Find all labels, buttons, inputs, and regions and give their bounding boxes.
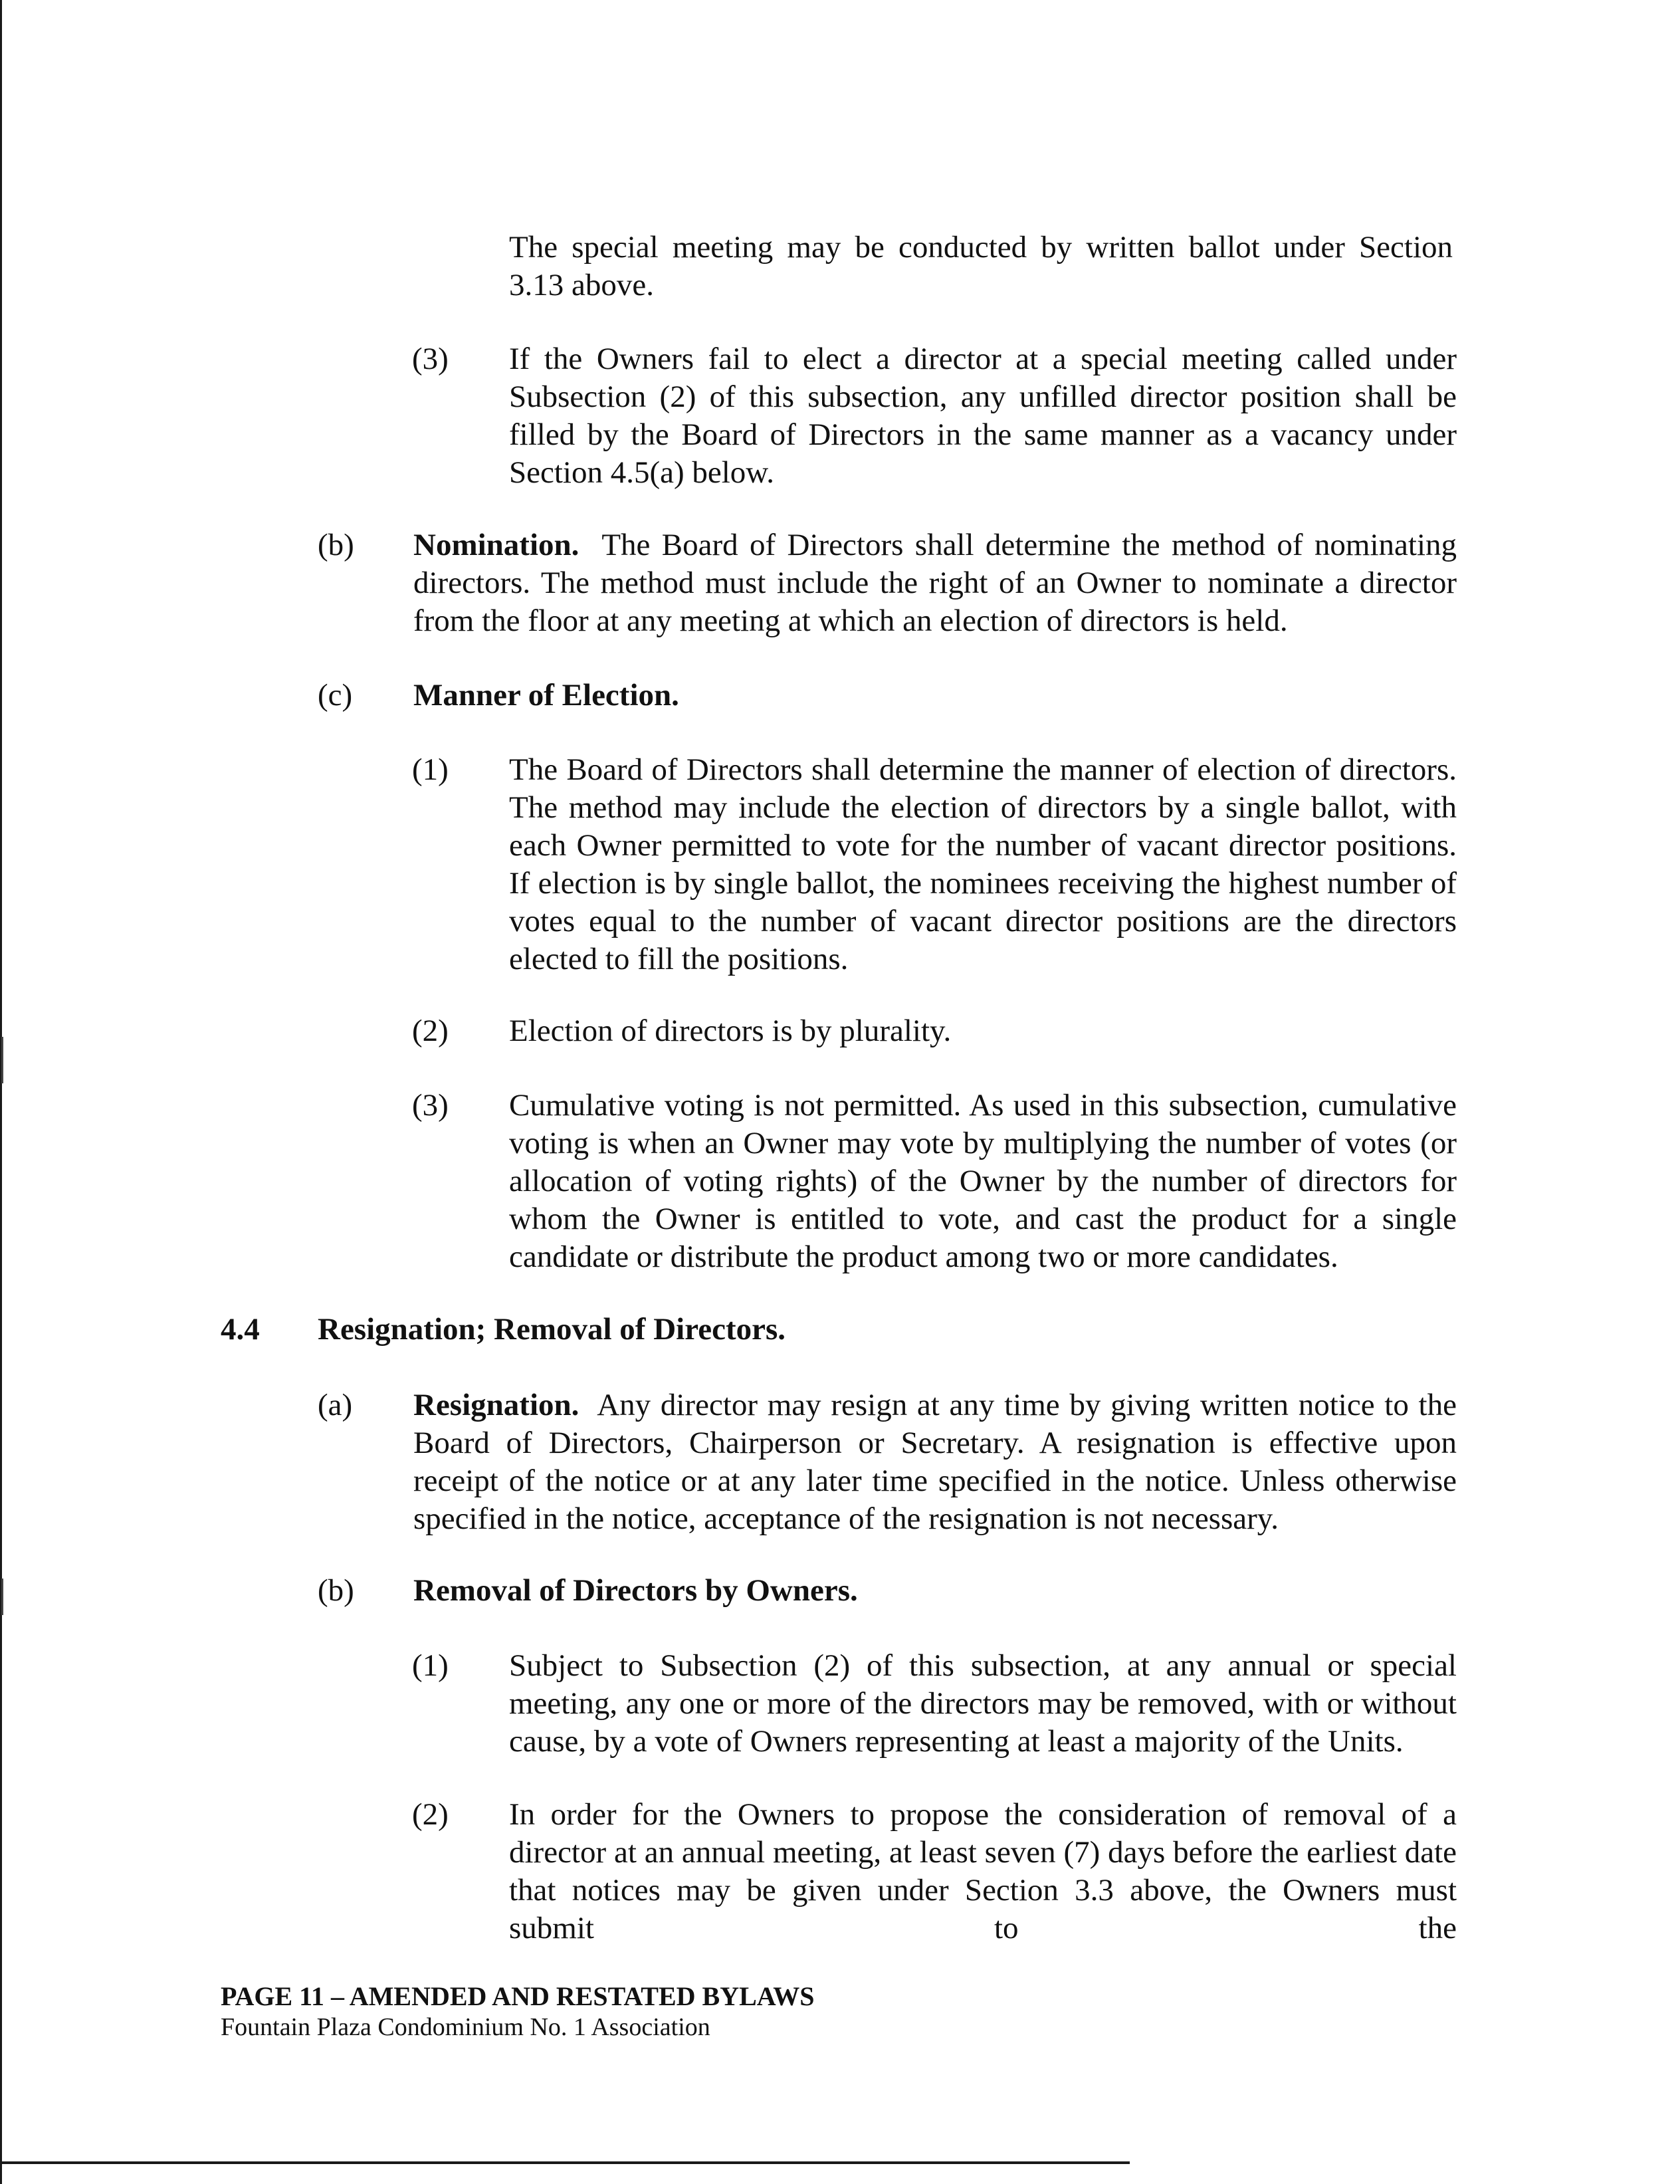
- continuation-paragraph: The special meeting may be conducted by written ballot under Section 3.13 above.: [509, 230, 1453, 302]
- resignation-text: Any director may resign at any time by giving written notice to the Board of Directors, Chairperson or Secretary. A resignation is effective upon receipt of the notice or at any later time specified in the notice. Unless otherwise specified in the notice, acceptance of the resignation is not necessary.: [413, 1388, 1457, 1536]
- nomination-text: The Board of Directors shall determine the method of nominating directors. The method must include the right of an Owner to nominate a director from the floor at any meeting at which an election of directors is held.: [413, 528, 1457, 638]
- section-number: 4.4: [221, 1312, 260, 1347]
- paragraph-c2: Election of directors is by plurality.: [509, 1014, 952, 1048]
- item-number: (3): [412, 342, 449, 376]
- item-number: (1): [412, 1648, 449, 1683]
- item-number: (b): [318, 528, 354, 562]
- item-number: (1): [412, 752, 449, 787]
- heading-manner-of-election: Manner of Election.: [413, 678, 679, 712]
- item-number: (a): [318, 1388, 353, 1422]
- heading-removal-by-owners: Removal of Directors by Owners.: [413, 1573, 858, 1608]
- scan-bottom-edge: [0, 2161, 1130, 2164]
- paragraph-b2: In order for the Owners to propose the consideration of removal of a director at an annual meeting, at least seven (7) days before the earliest date that notices may be given under Section 3.3 above, the Owners must submit to the: [509, 1797, 1457, 1945]
- paragraph-b1: Subject to Subsection (2) of this subsection, at any annual or special meeting, any one or more of the directors may be removed, with or without cause, by a vote of Owners representing at least a majority of the Units.: [509, 1648, 1457, 1759]
- paragraph-c3: Cumulative voting is not permitted. As used in this subsection, cumulative voting is when an Owner may vote by multiplying the number of votes (or allocation of voting rights) of the Owner by the number of directors for whom the Owner is entitled to vote, and cast the product for a single candidate or distribute the product among two or more candidates.: [509, 1088, 1457, 1274]
- item-number: (2): [412, 1797, 449, 1832]
- paragraph-a3: If the Owners fail to elect a director at a special meeting called under Subsection (2) of this subsection, any unfilled director position shall be filled by the Board of Directors in the same manner as a vacancy under Section 4.5(a) below.: [509, 342, 1457, 490]
- heading-nomination: Nomination.: [413, 528, 579, 562]
- item-number: (3): [412, 1088, 449, 1123]
- paragraph-nomination: [413, 526, 1457, 640]
- scan-mark: [1, 1579, 3, 1615]
- paragraph-c1: The Board of Directors shall determine the manner of election of directors. The method may include the election of directors by a single ballot, with each Owner permitted to vote for the number of vacant director positions. If election is by single ballot, the nominees receiving the highest number of votes equal to the number of vacant director positions are the directors elected to fill the positions.: [509, 752, 1457, 976]
- heading-resignation-removal: Resignation; Removal of Directors.: [318, 1312, 786, 1347]
- scan-left-edge: [0, 0, 2, 2184]
- heading-resignation: Resignation.: [413, 1388, 579, 1422]
- paragraph-resignation: [413, 1386, 1457, 1538]
- footer-association-name: Fountain Plaza Condominium No. 1 Association: [221, 2013, 710, 2041]
- scan-mark: [1, 1037, 3, 1083]
- item-number: (c): [318, 678, 353, 712]
- item-number: (2): [412, 1014, 449, 1048]
- footer-page-title: PAGE 11 – AMENDED AND RESTATED BYLAWS: [221, 1981, 815, 2011]
- item-number: (b): [318, 1573, 354, 1608]
